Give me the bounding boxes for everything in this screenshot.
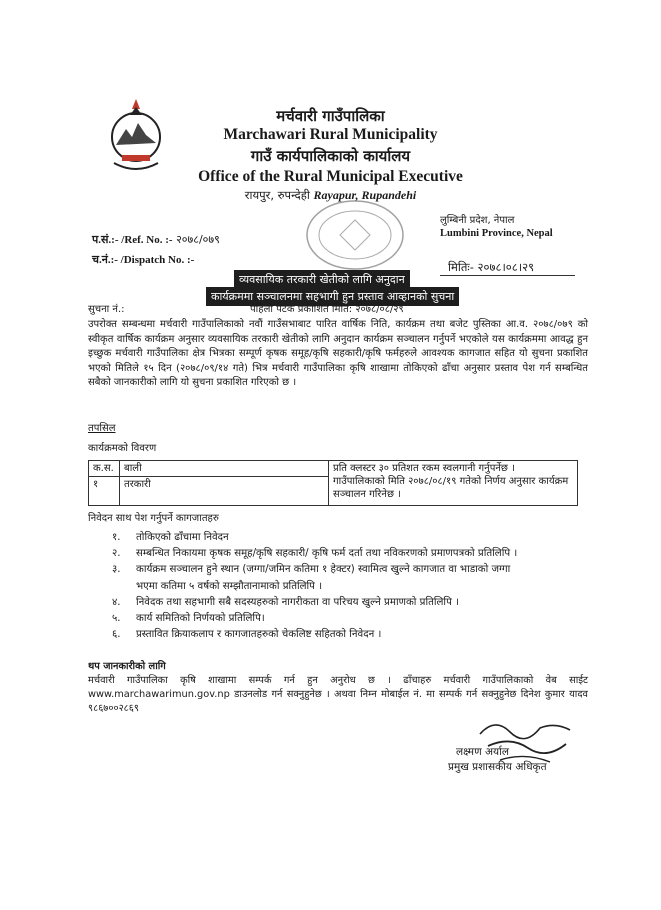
address-en: Rayapur, Rupandehi [313,188,417,202]
documents-heading: निवेदन साथ पेश गर्नुपर्ने कागजातहरु [88,513,219,524]
province-np: लुम्बिनी प्रदेश, नेपाल [440,215,515,226]
notice-body: उपरोक्त सम्बन्धमा मर्चवारी गाउँपालिकाको नवौं गाउँसभाबाट पारित वार्षिक निति, कार्यक्रम तथा बजेट पुस्तिका आ.व. २०७८/०७९ को स्वीकृत वार्षिक कार्यक्रम अनुसार व्यवसायिक तरकारी खेतीको लागि अनुदान कार्यक्रम सञ्चालन गर्नुपर्ने भएकोले यस कार्यक्रममा आवद्ध हुन इच्छुक मर्चवारी गाउँपालिका क्षेत्र भित्रका सम्पूर्ण कृषक समूह/कृषि सहकारी/कृषि फर्महरुले आवश्यक कागजात सहित यो सुचना प्रकाशित भएको मितिले १५ दिन (२०७८/०९/१४ गते) भित्र मर्चवारी गाउँपालिका कृषि शाखामा तोकिएको ढाँचा अनुसार प्रस्ताव पेश गर्न सम्बन्धित सबैको जानकारीको लागि यो सुचना प्रकाशित गरिएको छ । [88,319,588,389]
date-label: मितिः- [448,260,474,274]
contact-section [88,660,588,716]
program-details-label: कार्यक्रमको विवरण [88,443,157,454]
province-en: Lumbini Province, Nepal [440,228,553,239]
notice-title-line1: व्यवसायिक तरकारी खेतीको लागि अनुदान [234,270,410,289]
reference-number [92,232,220,247]
table-note: प्रति क्लस्टर ३० प्रतिशत रकम स्वलगानी गर्नुपर्नेछ । [333,463,515,474]
list-item: १. तोकिएको ढाँचामा निवेदन [112,532,229,543]
list-item: ४. निवेदक तथा सहभागी सबै सदस्यहरुको नागरीकता वा परिचय खुल्ने प्रमाणको प्रतिलिपि । [112,596,459,608]
table-cell-crop: तरकारी [120,477,329,506]
list-item: ३. कार्यक्रम सञ्चालन हुने स्थान (जग्गा/जमिन कतिमा १ हेक्टर) स्वामित्व खुल्ने कागजात वा भाडाको जग्गा [112,564,511,576]
contact-text: मर्चवारी गाउँपालिका कृषि शाखामा सम्पर्क गर्न हुन अनुरोध छ । ढाँचाहरु मर्चवारी गाउँपालिकाको वेब साईट www.marchawarimun.gov.np डाउनलोड गर्न सक्नुहुनेछ । अथवा निम्न मोबाईल नं. मा सम्पर्क गर्न सक्नुहुनेछ दिनेश कुमार यादव ९८६७००२८६९ [88,675,588,714]
office-stamp-icon [300,195,410,275]
first-publication-date: पहिलो पटक प्रकाशित मिति: २०७८/०८/२९ [250,304,404,315]
date-underline [440,275,575,276]
ref-value: २०७८/०७९ [176,233,220,246]
notice-title-line2: कार्यक्रममा सञ्चालनमा सहभागी हुन प्रस्ताव आव्हानको सुचना [206,287,459,306]
contact-heading: थप जानकारीको लागि [88,661,166,672]
notice-number-label: सुचना नं.: [88,304,125,315]
dispatch-label: च.नं.:- /Dispatch No. :- [92,254,195,266]
office-name-en: Office of the Rural Municipal Executive [198,168,463,185]
table-header-crop: बाली [120,461,329,477]
address-np: रायपुर, रुपन्देही [244,188,310,202]
table-header-sn: क.स. [89,461,120,477]
program-table [88,460,578,506]
signatory-title: प्रमुख प्रशासकीय अधिकृत [448,761,547,773]
list-item: भएमा कतिमा ५ वर्षको सम्झौतानामाको प्रतिलिपि । [136,580,323,592]
office-name-np: गाउँ कार्यपालिकाको कार्यालय [250,147,411,165]
list-item: ६. प्रस्तावित क्रियाकलाप र कागजातहरुको चेकलिष्ट सहितको निवेदन । [112,629,382,641]
table-notes [329,461,578,506]
dispatch-number [92,252,194,267]
table-cell-sn: १ [89,477,120,506]
issue-date [448,260,534,275]
ref-label: प.सं.:- /Ref. No. :- [92,234,173,246]
documents-list [112,530,517,643]
annex-label: तपसिल [88,423,116,434]
list-item: २. सम्बन्धित निकायमा कृषक समूह/कृषि सहकारी/ कृषि फर्म दर्ता तथा नविकरणको प्रमाणपत्रको प्रतिलिपि । [112,548,518,560]
table-row [89,461,578,477]
municipality-name-en: Marchawari Rural Municipality [223,126,438,143]
table-note: गाउँपालिकाको मिति २०७८/०८/१९ गतेको निर्णय अनुसार कार्यक्रम सञ्चालन गरिनेछ । [333,476,569,500]
date-value: २०७८।०८।२९ [477,260,535,274]
list-item: ५. कार्य समितिको निर्णयको प्रतिलिपि। [112,613,265,625]
municipality-name-np: मर्चवारी गाउँपालिका [276,107,385,125]
signatory-name: लक्ष्मण अर्याल [456,746,509,758]
